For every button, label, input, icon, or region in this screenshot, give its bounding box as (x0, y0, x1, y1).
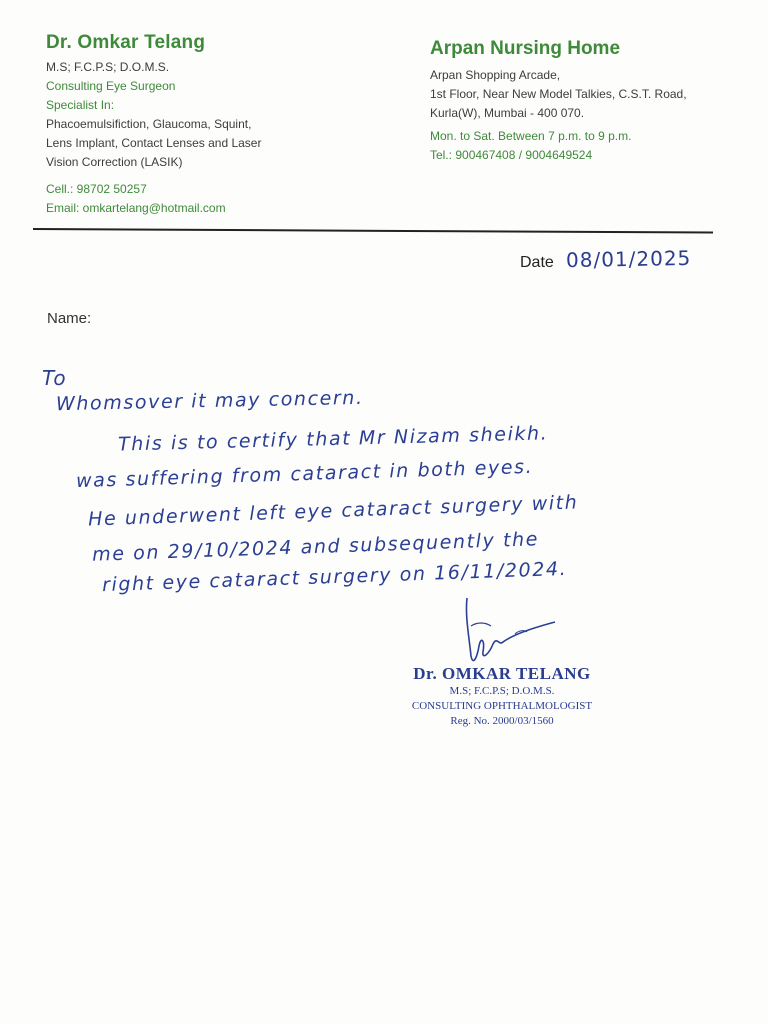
letter-line: This is to certify that Mr Nizam sheikh. (117, 422, 549, 456)
stamp-degrees: M.S; F.C.P.S; D.O.M.S. (449, 685, 555, 697)
letter-line: He underwent left eye cataract surgery with (87, 491, 579, 531)
nursing-home-name: Arpan Nursing Home (430, 38, 621, 59)
clinic-hours: Mon. to Sat. Between 7 p.m. to 9 p.m. (430, 129, 632, 143)
stamp-reg: Reg. No. 2000/03/1560 (450, 715, 554, 727)
specialist-label: Specialist In: (46, 98, 115, 112)
doctor-title: Consulting Eye Surgeon (46, 79, 176, 93)
address-line: Kurla(W), Mumbai - 400 070. (430, 106, 585, 120)
letter-salutation: To (42, 366, 68, 390)
address-line: 1st Floor, Near New Model Talkies, C.S.T. Road, (430, 87, 687, 101)
header-divider (33, 228, 713, 234)
doctor-header (46, 32, 346, 218)
doctor-stamp (392, 664, 612, 729)
letter-line: was suffering from cataract in both eyes. (75, 455, 534, 493)
specialty-line: Vision Correction (LASIK) (46, 155, 183, 169)
date-value: 08/01/2025 (565, 245, 692, 273)
nursing-home-header (430, 38, 730, 165)
stamp-title: CONSULTING OPHTHALMOLOGIST (411, 700, 593, 712)
doctor-name: Dr. Omkar Telang (46, 32, 206, 53)
doctor-degrees: M.S; F.C.P.S; D.O.M.S. (46, 60, 170, 74)
letter-line: me on 29/10/2024 and subsequently the (91, 528, 540, 566)
date-label: Date (520, 254, 554, 271)
stamp-name: Dr. OMKAR TELANG (413, 664, 591, 683)
specialty-line: Phacoemulsifiction, Glaucoma, Squint, (46, 117, 252, 131)
clinic-tel: Tel.: 900467408 / 9004649524 (430, 148, 593, 162)
address-line: Arpan Shopping Arcade, (430, 68, 561, 82)
letter-addressee: Whomsover it may concern. (55, 386, 364, 416)
specialty-line: Lens Implant, Contact Lenses and Laser (46, 136, 262, 150)
doctor-cell: Cell.: 98702 50257 (46, 182, 147, 196)
letter-line: right eye cataract surgery on 16/11/2024. (101, 557, 568, 597)
doctor-email: Email: omkartelang@hotmail.com (46, 201, 226, 215)
name-label: Name: (47, 310, 92, 327)
